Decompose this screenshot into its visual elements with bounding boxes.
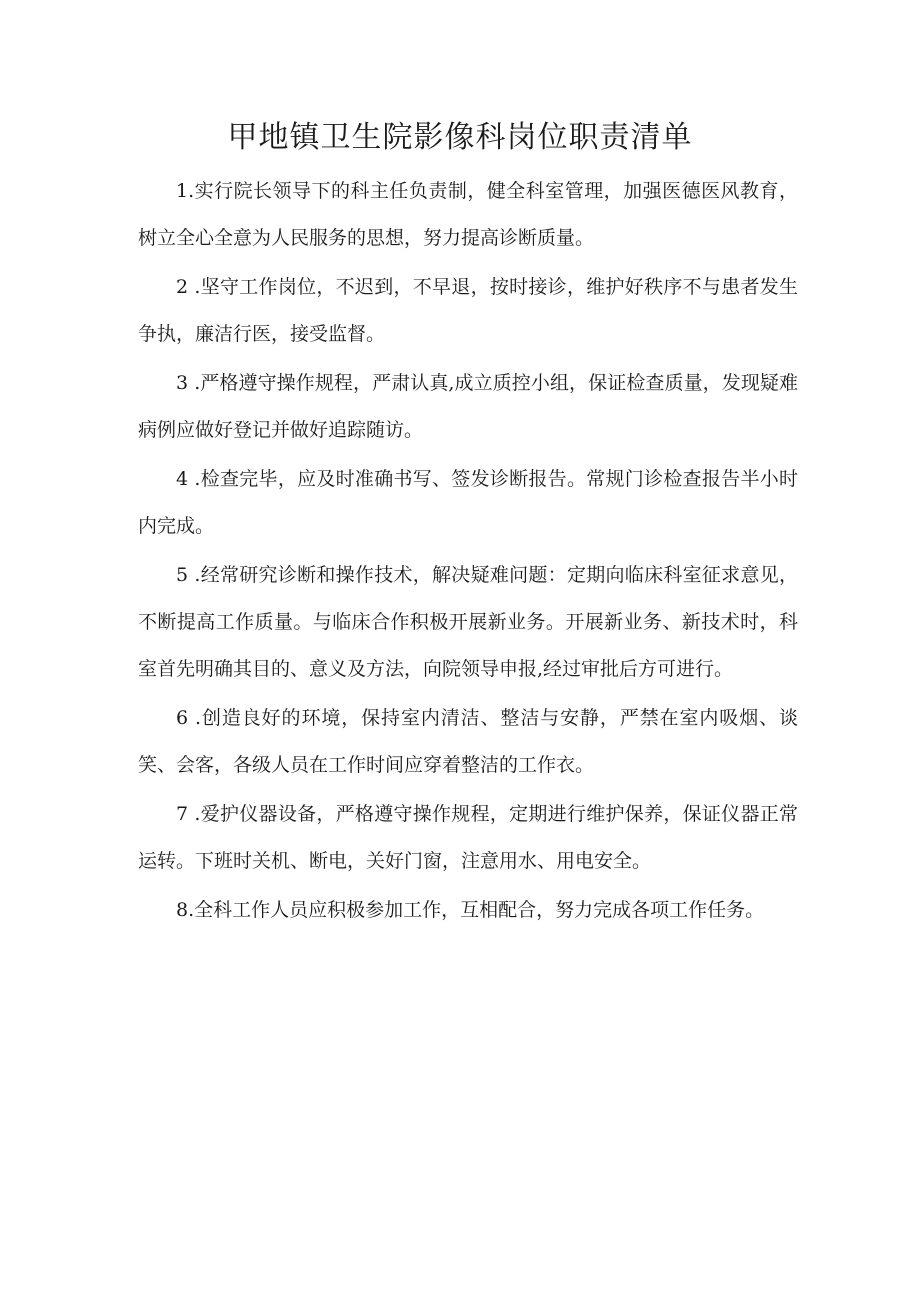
document-body [138,168,798,934]
paragraph-6: 6 .创造良好的环境，保持室内清洁、整洁与安静，严禁在室内吸烟、谈笑、会客，各级人员在工作时间应穿着整洁的工作衣。 [138,707,798,776]
paragraph-7: 7 .爱护仪器设备，严格遵守操作规程，定期进行维护保养，保证仪器正常运转。下班时关机、断电，关好门窗，注意用水、用电安全。 [138,803,798,872]
paragraph-3: 3 .严格遵守操作规程，严肃认真,成立质控小组，保证检查质量，发现疑难病例应做好登记并做好追踪随访。 [138,372,798,441]
paragraph-8: 8.全科工作人员应积极参加工作，互相配合，努力完成各项工作任务。 [176,899,765,921]
document-title: 甲地镇卫生院影像科岗位职责清单 [227,120,693,155]
paragraph-2: 2 .坚守工作岗位，不迟到，不早退，按时接诊，维护好秩序不与患者发生争执，廉洁行医，接受监督。 [138,276,798,345]
paragraph-4: 4 .检查完毕，应及时准确书写、签发诊断报告。常规门诊检查报告半小时内完成。 [138,468,798,537]
paragraph-5: 5 .经常研究诊断和操作技术，解决疑难问题：定期向临床科室征求意见，不断提高工作质量。与临床合作积极开展新业务。开展新业务、新技术时，科室首先明确其目的、意义及方法，向院领导申报,经过审批后方可进行。 [138,564,798,680]
paragraph-1: 1.实行院长领导下的科主任负责制，健全科室管理，加强医德医风教育，树立全心全意为人民服务的思想，努力提高诊断质量。 [138,180,798,249]
